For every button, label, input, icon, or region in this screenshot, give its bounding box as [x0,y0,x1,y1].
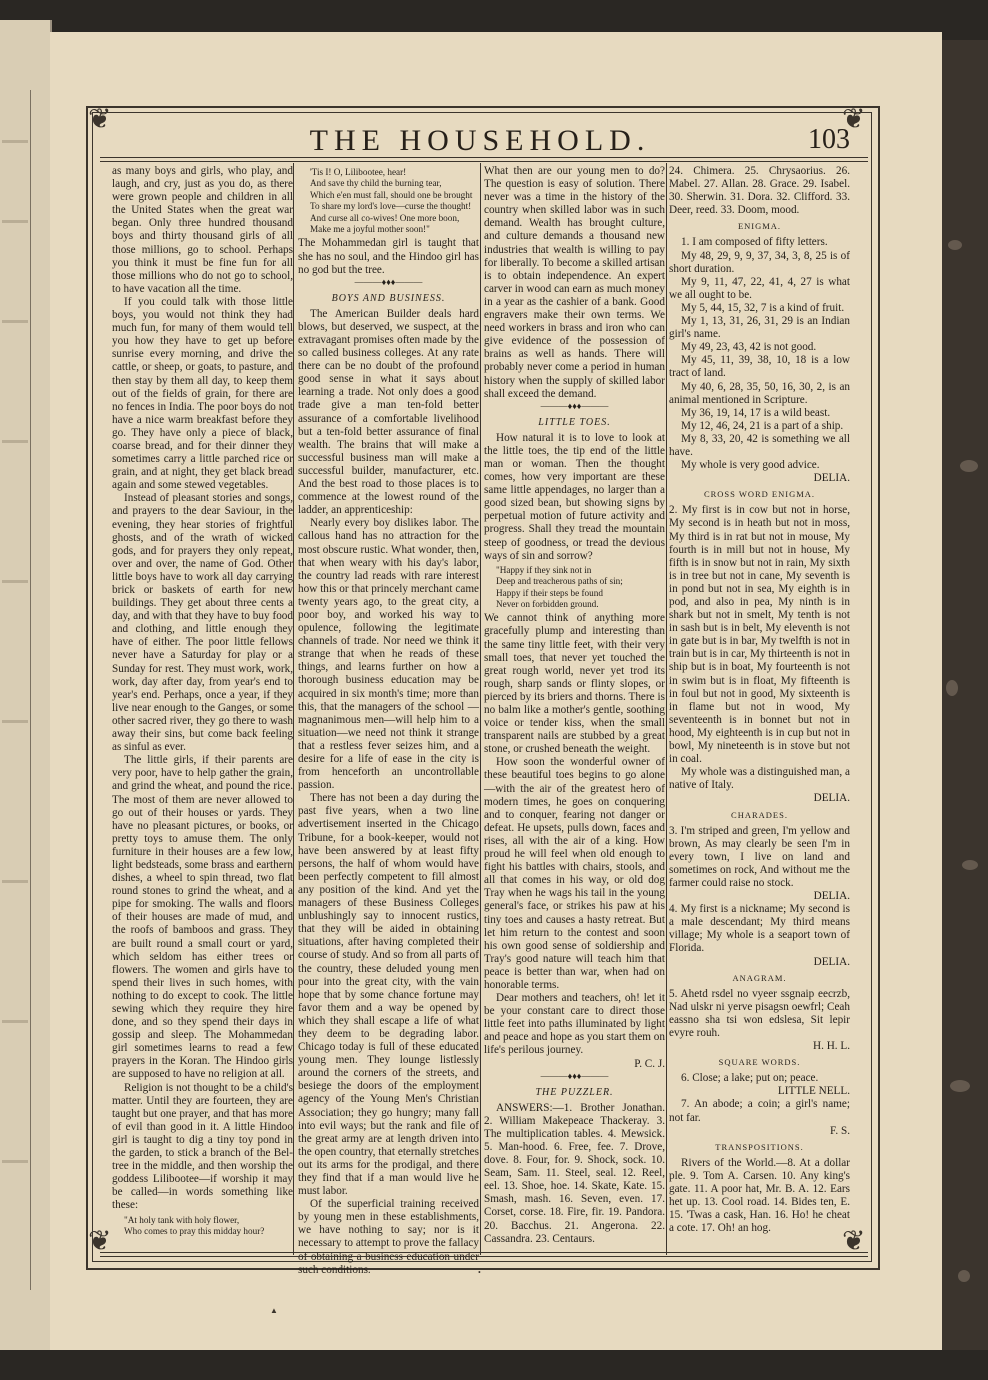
paragraph: My 48, 29, 9, 9, 37, 34, 3, 8, 25 is of short duration. [669,249,850,275]
signature: H. H. L. [813,1040,850,1053]
paragraph: My 40, 6, 28, 35, 50, 16, 30, 2, is an animal mentioned in Scripture. [669,380,850,406]
previous-page-edge [0,20,52,1350]
column-1 [112,165,293,1245]
verse: "Happy if they sink not in Deep and treacherous paths of sin; Happy if their steps be found Never on forbidden ground. [496,564,623,609]
paragraph: Religion is not thought to be a child's matter. Until they are fourteen, they are taught but one prayer, and that has more of evil than good in it. A little Hindoo girl is taught to dig a tiny toy pond in the garden, to stick a branch of the Bel-tree in the middle, and then worship the goddess Lilibootee—if worship it may be called—in words something like these: [112,1081,293,1212]
puzzle-heading: CHARADES. [731,809,788,820]
ornament-divider: ———♦♦♦——— [354,276,423,287]
paragraph: My 9, 11, 47, 22, 41, 4, 27 is what we all ought to be. [669,275,850,301]
paragraph: The little girls, if their parents are very poor, have to help gather the grain, and grind the wheat, and pound the rice. The most of them are never allowed to go out of their houses or yards. They have no pleasant pictures, or books, or pretty toys to amuse them. The only furniture in their houses are a few low, light bedsteads, some brass and earthern dishes, a wheel to spin thread, two flat round stones to grind the wheat, and a pipe for smoking. The walls and floors of their houses are made of mud, and the roofs of bamboos and grass. They are built round a small court or yard, which seldom has either trees or flowers. The women and girls have to spend their lives in such homes, with nothing to do except to cook. The little sewing which they require they hire done, and so they spend their days in gossip and sleep. The Mohammedan girl sometimes learns to read a few prayers in the Koran. The Hindoo girls are supposed to have no religion at all. [112,754,293,1081]
paragraph: Rivers of the World.—8. At a dollar ple. 9. Tom A. Carsen. 10. Any king's gate. 11. A poor hat, Mr. B. A. 12. Ears het up. 13. Cool road. 14. Bides ten, E. 15. 'Twas a cask, Han. 16. Ho! he cheat a cote. 17. Oh! an hog. [669,1156,850,1235]
puzzle-heading: ANAGRAM. [732,972,787,983]
paragraph: What then are our young men to do? The question is easy of solution. There never was a time in the history of the country when skilled labor was in such demand. Wealth has brought culture, and culture demands a thousand new industries that wealth is willing to pay for liberally. To become a skilled artisan is to obtain independence. An expert carver in wood can earn as much money in a year as the cashier of a bank. Good engravers make their own terms. We need workers in brass and iron who can give evidence of the possession of brains as well as hands. There will probably never come a period in human history when the supply of skilled labor shall exceed the demand. [484,165,665,400]
paragraph: How soon the wonderful owner of these beautiful toes begins to go alone—with the air of the greatest hero of modern times, he goes on conquering and to conquer, fearing not danger or defeat. He upsets, pulls down, faces and rises, all with the air of a king. How proud he will feel when old enough to fight his battles with chairs, stools, and all that comes in his way, or old dog Tray when he wags his tail in the young general's face, or strikes his paw at his tiny toes and causes a hasty retreat. But let him return to the contest and soon his own good sense of soldiership and Tray's good nature will teach him that peace is better than war, when had on honorable terms. [484,756,665,991]
paragraph: Dear mothers and teachers, oh! let it be your constant care to direct those little feet into paths illuminated by light and peace and hope as you start them on life's perilous journey. [484,992,665,1057]
signature: DELIA. [813,890,850,903]
corner-ornament-icon: ❦ [88,1226,112,1257]
paragraph: 1. I am composed of fifty letters. [681,236,828,249]
section-heading: LITTLE TOES. [538,416,611,428]
paragraph: We cannot think of anything more gracefully plump and interesting than the same tiny little feet, with their very small toes, that never yet touched the great rough world, never yet trod its rough, sharp sands or flinty slopes, or pierced by its briers and thorns. There is no balm like a mother's gentle, soothing voice or tender kiss, when the small transparent nails are stubbed by a great stone, or crushed beneath the weight. [484,612,665,756]
column-3 [484,165,665,1245]
paragraph: If you could talk with those little boys, you would not think they had much fun, for many of them would tell you how they have to get up before sunrise every morning, and drive the cattle, or sheep, or goats, to pasture, and then stay by them all day, to keep them out of the fields of grain, for there are no fences in India. The poor boys do not have a nice warm breakfast before they go. They have only a piece of black, coarse bread, and for their dinner they sometimes carry a little parched rice or grain, and at night, they get black bread again and some stewed vegetables. [112,295,293,492]
verse: 'Tis I! O, Lilibootee, hear! And save thy child the burning tear, Which e'en must fall, should one be brought To share my lord's love—curse the thought! And curse all co-wives! One more boon, Make me a joyful mother soon!" [310,167,473,235]
paragraph: as many boys and girls, who play, and laugh, and cry, just as you do, as there were grown people and children in all the United States when the great war began. Only three hundred thousand boys and thirty thousand girls of all those millions, go to school. Perhaps you think it must be fine fun for all those millions who do not go to school, to have vacation all the time. [112,165,293,295]
column-divider [480,163,481,1255]
paragraph: 6. Close; a lake; put on; peace. [681,1072,819,1085]
paragraph: My 1, 13, 31, 26, 31, 29 is an Indian girl's name. [669,315,850,341]
signature: LITTLE NELL. [777,1085,850,1098]
paragraph: 3. I'm striped and green, I'm yellow and brown, As may clearly be seen I'm in every town, I live on land and sometimes on rock, And without me the farmer could raise no stock. [669,824,850,889]
masthead [100,124,860,156]
puzzle-heading: ENIGMA. [737,221,782,232]
paragraph: My 36, 19, 14, 17 is a wild beast. [681,406,831,419]
paragraph: 24. Chimera. 25. Chrysaorius. 26. Mabel. 27. Allan. 28. Grace. 29. Isabel. 30. Sherwin. 31. Dora. 32. Clifford. 33. Deer, reed. 33. Doom, mood. [669,165,850,217]
paragraph: 7. An abode; a coin; a girl's name; not far. [669,1098,850,1124]
paragraph: 5. Ahetd rsdel no vyeer ssgnaip eecrzb, Nad ulskr ni yerve pisagsn oewfrl; Ceah eassno sha tsi won edslesa, Sit lepir evyre rouh. [669,987,850,1039]
paragraph: My 8, 33, 20, 42 is something we all have. [669,432,850,458]
paragraph: 2. My first is in cow but not in horse, My second is in heath but not in moss, My third is in rat but not in mouse, My fourth is in mill but not in house, My fifth is in snow but not in rain, My sixth is in tree but not in cane, My seventh is in pond but not in sea, My eighth is in pod, and also in pea, My ninth is in shark but not in smelt, My tenth is not in sash but is in belt, My eleventh is not in gate but is in bar, My twelfth is not in train but is in car, My thirteenth is not in ship but is in boat, My fourteenth is not in swim but is in float, My fifteenth is in foul but not in good, My sixteenth is in flame but not in wood, My seventeenth is in bonnet but not in hood, My eighteenth is in cup but not in bowl, My nineteenth is in stove but not in coal. [669,504,851,766]
puzzle-heading: SQUARE WORDS. [718,1057,801,1068]
puzzle-heading: CROSS WORD ENIGMA. [703,489,816,500]
corner-ornament-icon: ❦ [88,104,112,135]
ornament-divider: ———♦♦♦——— [540,1070,609,1081]
paragraph: ANSWERS:—1. Brother Jonathan. 2. William Makepeace Thackeray. 3. The multiplication tables. 4. Mewsick. 5. Man-hood. 6. Free, fee. 7. Drove, dove. 8. Four, for. 9. Shock, sock. 10. Seam, Sam. 11. Steel, seal. 12. Reel, eel. 13. Shoe, hoe. 14. Skate, Kate. 15. Smash, mash. 16. Seven, even. 17. Corset, corse. 18. Fire, fir. 19. Pandora. 20. Bacchus. 21. Angerona. 22. Cassandra. 23. Centaurs. [484,1101,665,1245]
paragraph: My 12, 46, 24, 21 is a part of a ship. [681,419,844,432]
column-4 [669,165,850,1245]
verse: "At holy tank with holy flower, Who comes to pray this midday hour? [124,1214,265,1236]
column-2 [298,165,479,1276]
column-divider [666,163,667,1255]
paragraph: Of the superficial training received by young men in these establishments, we have nothing to say; nor is it necessary to attempt to prove the fallacy of obtaining a business education under such conditions. [298,1198,479,1276]
paragraph: My whole is very good advice. [681,459,820,472]
paragraph: My 45, 11, 39, 38, 10, 18 is a low tract of land. [669,354,850,380]
book-cover-edge [940,40,988,1350]
signature: P. C. J. [634,1057,665,1070]
page-number: 103 [808,124,850,155]
printer-mark-icon: • [478,1268,481,1277]
signature: DELIA. [813,955,850,968]
page-title: THE HOUSEHOLD. [309,124,651,157]
corner-ornament-icon: ❦ [842,1226,866,1257]
ornament-divider: ———♦♦♦——— [540,400,609,411]
paragraph: My whole was a distinguished man, a native of Italy. [669,766,850,792]
signature: DELIA. [813,792,850,805]
footer-rule [100,1252,868,1257]
puzzle-heading: TRANSPOSITIONS. [715,1141,804,1152]
paragraph: Instead of pleasant stories and songs, and prayers to the dear Saviour, in the evening, they hear stories of frightful ghosts, and of the wrath of wicked gods, and for prayers they only repeat, over and over, the name of God. Other little boys have to work all day carrying brick or baskets of earth for new buildings. They get about three cents a day, and with that they have to buy food and clothing, and little enough they have of either. The poor little fellows never have a Saturday for play or a Sunday for rest. They must work, work, work, day after day, from year's end to year's end. Perhaps, once a year, if they live near enough to the Ganges, or some other sacred river, they go there to wash away their sins, but come back feeling as sinful as ever. [112,492,293,754]
header-rule [100,157,868,162]
paragraph: 4. My first is a nickname; My second is a male descendant; My third means village; My whole is a seaport town of Florida. [669,903,850,955]
paragraph: Nearly every boy dislikes labor. The callous hand has no attraction for the most obscure rustic. What wonder, then, that when weary with his day's labor, the country lad reads with rare interest how this or that princely merchant came twenty years ago, to the great city, a poor boy, and worked his way to opulence, following the legitimate channels of trade. Nor need we think it strange that when he reads of these things, and learns further on how a thorough business education may be acquired in six month's time; more than this, that the managers of the school — magnanimous men—will help him to a situation—we need not think it strange that a restless fever seizes him, and a desire for a life of ease in the city is from henceforth an uncontrollable passion. [298,517,479,792]
corner-ornament-icon: ❦ [842,104,866,135]
paragraph: How natural it is to love to look at the little toes, the tip end of the little man or woman. Then the thought comes, how very important are these same little appendages, no larger than a good sized bean, but showing signs by perpetual motion of future activity and progress. Shall they tread the mountain steep of goodness, or tread the devious ways of sin and sorrow? [484,431,665,562]
paragraph: There has not been a day during the past five years, when a two line advertisement inserted in the Chicago Tribune, for a book-keeper, would not have been answered by at least fifty persons, the half of whom would have been perfectly competent to fill almost any position of the kind. And yet the managers of these Business Colleges unblushingly say to innocent rustics, that they will be aided in obtaining situations, after having completed their course of study. And so from all parts of the country, these deluded young men pour into the great city, with the vain hope that by some chance fortune may favor them and a way be opened by which they shall escape a life of what they deem to be degrading labor. Chicago today is full of these educated young men. They lounge listlessly around the corners of the streets, and besiege the doors of the employment agency of the Young Men's Christian Association; they go hungry; many fall into evil ways; but the rank and file of the great army are at length driven into the open country, that eternally stretches out its arms for the prodigal, and there they find that if a man would live he must labor. [298,792,479,1198]
column-divider [293,163,294,1255]
printer-mark-icon: ▲ [270,1306,278,1315]
paragraph: The American Builder deals hard blows, but deserved, we suspect, at the extravagant promises often made by the so called business colleges. At any rate there can be no doubt of the profound good sense in what it says about learning a trade. Not only does a good trade give a man ten-fold better assurance of a comfortable livelihood but a ten-fold better assurance of final wealth. The brains that will make a successful business man will make a successful builder, manufacturer, etc. And the best road to those places is to commence at the lowest round of the ladder, an apprenticeship: [298,307,479,517]
paragraph: The Mohammedan girl is taught that she has no soul, and the Hindoo girl has no god but the tree. [298,237,479,276]
paragraph: My 5, 44, 15, 32, 7 is a kind of fruit. [681,301,845,314]
section-heading: BOYS AND BUSINESS. [331,292,446,304]
signature: F. S. [830,1124,850,1137]
paragraph: My 49, 23, 43, 42 is not good. [681,341,817,354]
section-heading: THE PUZZLER. [535,1086,614,1098]
signature: DELIA. [813,472,850,485]
